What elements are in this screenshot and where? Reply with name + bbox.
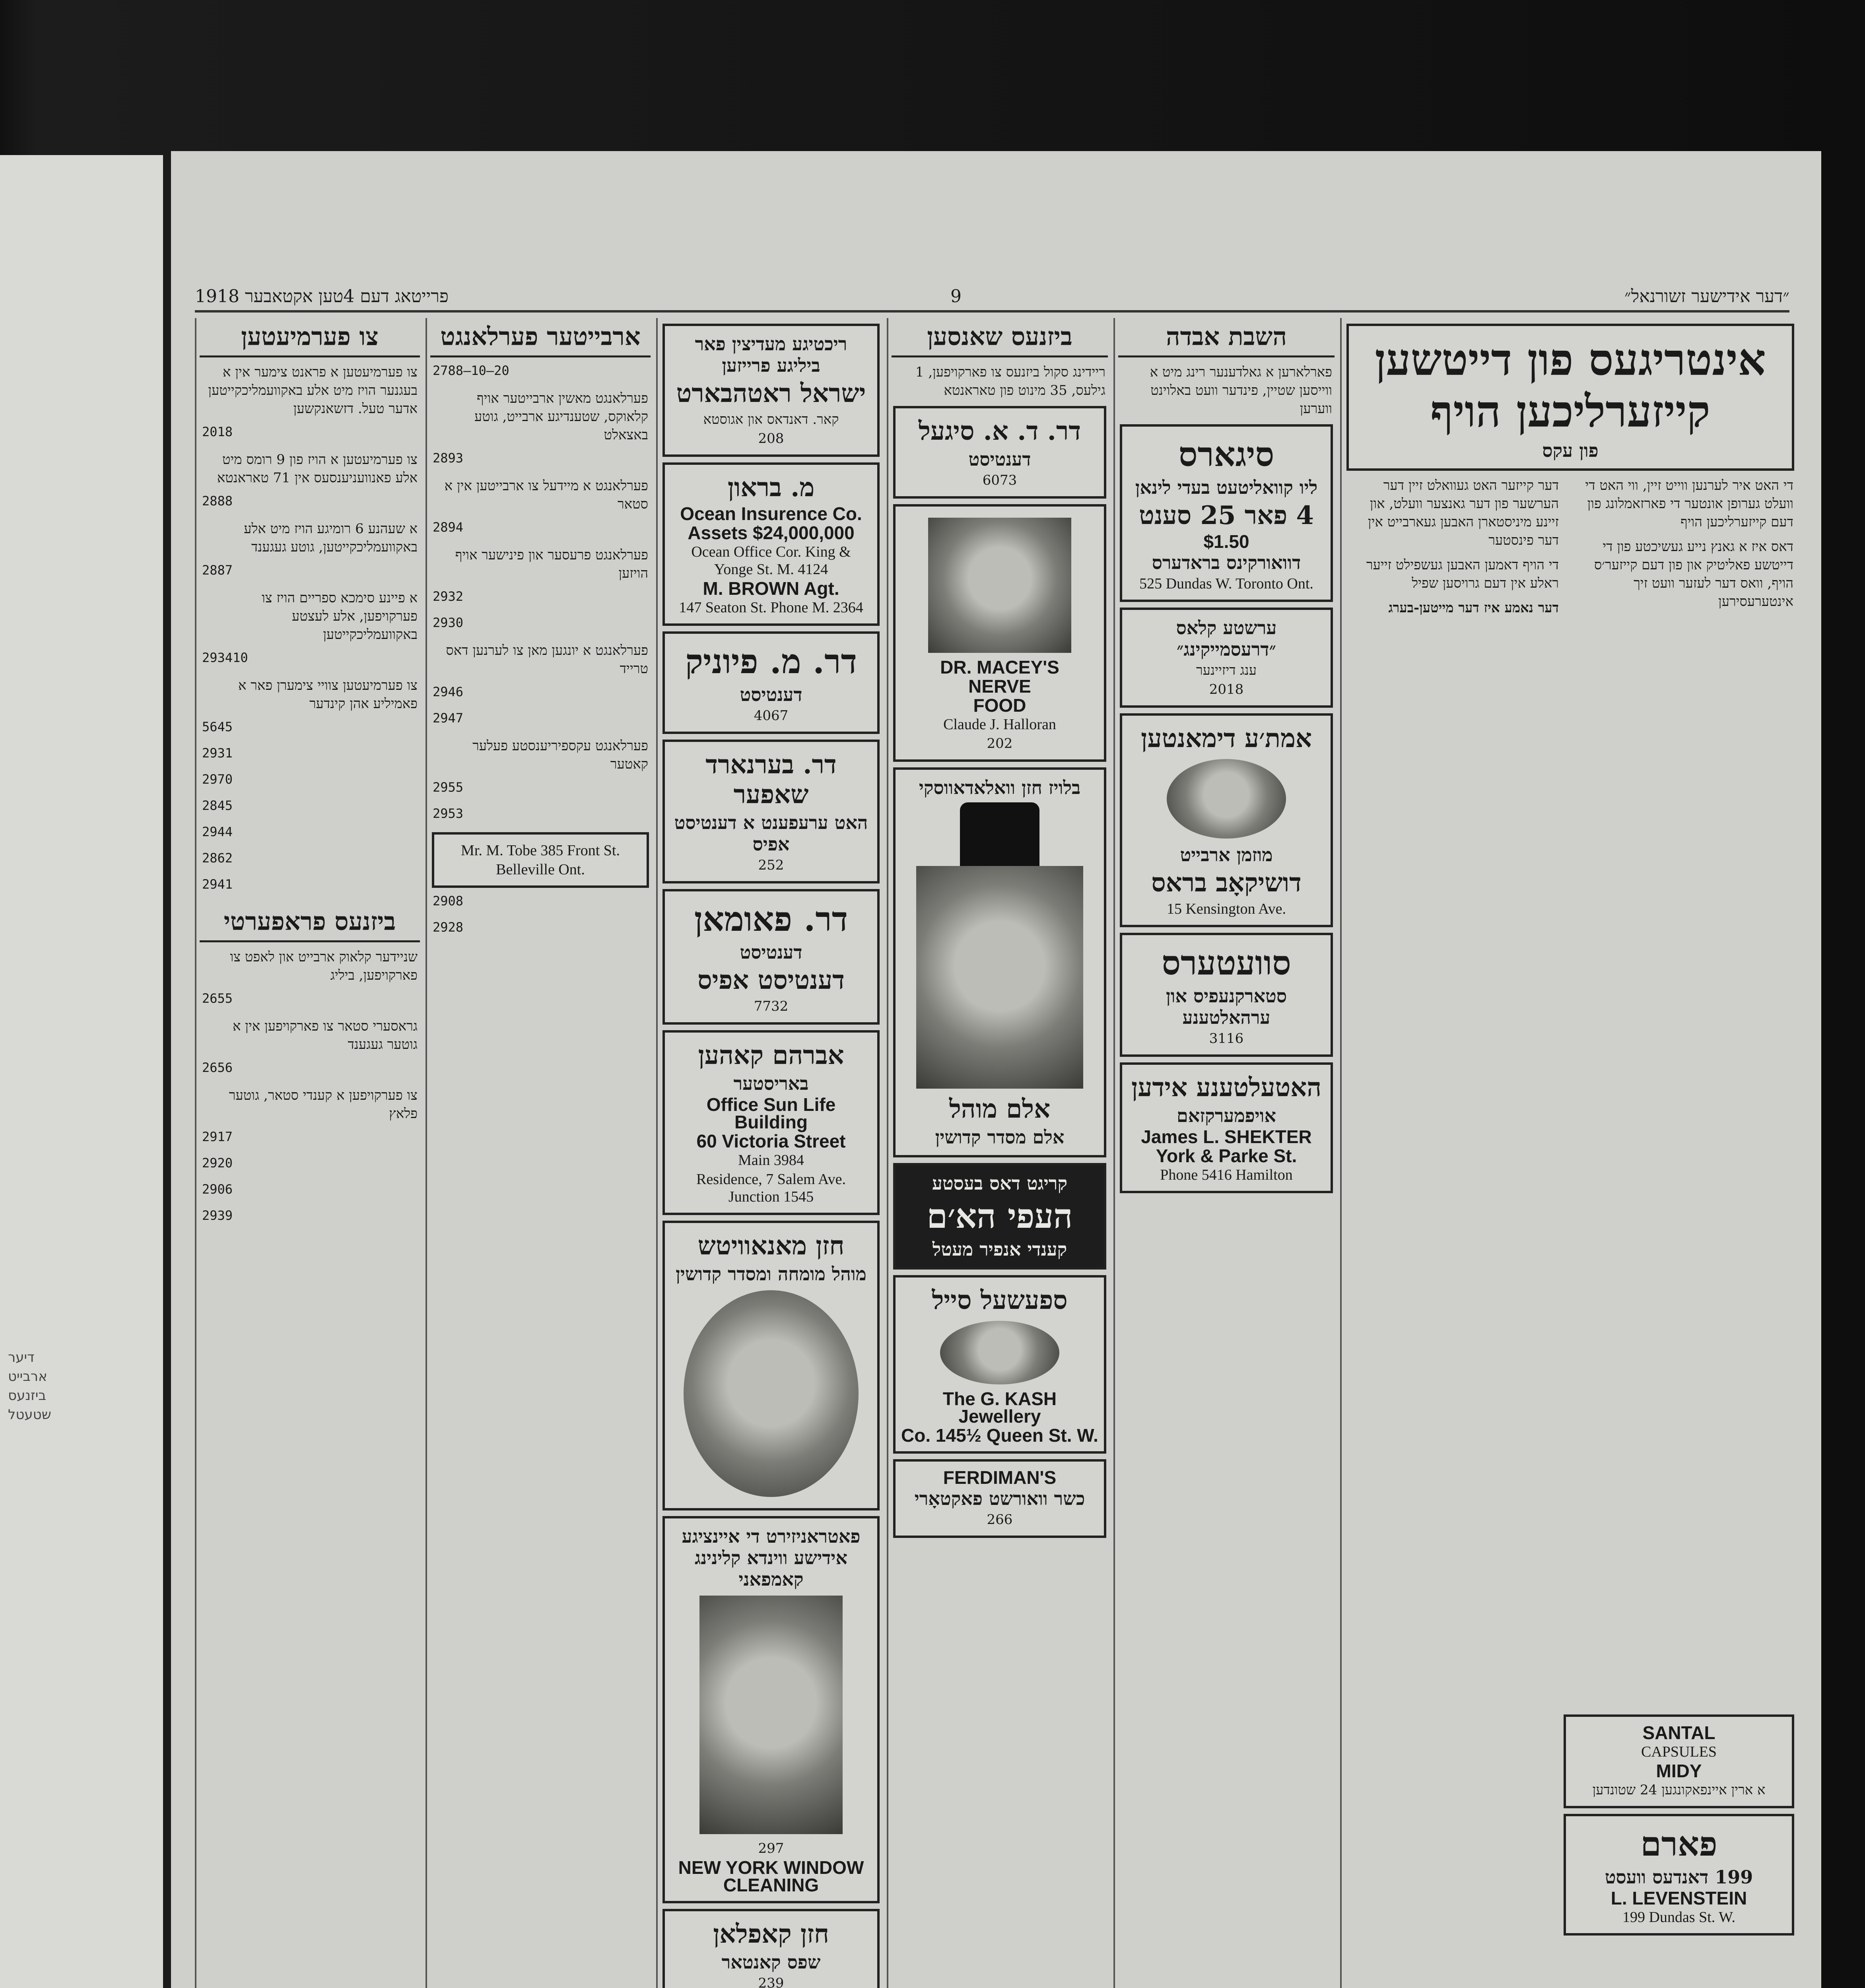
story-paragraph: די הויף דאמען האבען געשפילט זייער ראלע אין דעם גרויסען שפיל bbox=[1366, 557, 1559, 591]
ad-number: 2656 bbox=[202, 1060, 233, 1075]
ad-number: 2946 bbox=[433, 684, 464, 699]
strongman-illustration bbox=[928, 518, 1071, 653]
ad-office: Office Sun Life Building bbox=[706, 1094, 836, 1132]
ad-nerve-food bbox=[893, 504, 1106, 762]
ad-sub: מוזמן ארבייט bbox=[1180, 844, 1273, 866]
ad-title: בלויז חזן וואלאדאווסקי bbox=[919, 777, 1081, 798]
ad-santal bbox=[1564, 1714, 1794, 1808]
store-name: The G. KASH Jewellery bbox=[942, 1388, 1057, 1427]
ad-phone: 6073 bbox=[982, 472, 1017, 488]
ad-dentist-segal bbox=[893, 406, 1106, 499]
classified-ad: פערלאנגט עקספיריענסטע פעלער קאטער bbox=[472, 738, 648, 772]
story-paragraph: דער קייזער האט געוואלט זיין דער הערשער פון דער גאנצער וועלט, און זיינע מיניסטארן האבען געארבייט אין דער פינסטער bbox=[1368, 478, 1559, 548]
ad-sub: דענטיסט bbox=[740, 684, 802, 705]
ad-number: 2917 bbox=[202, 1129, 233, 1144]
section-title: השבת אבדה bbox=[1118, 318, 1335, 357]
ad-text: אלם מסדר קדושין bbox=[935, 1126, 1065, 1148]
feature-author: פון עקס bbox=[1542, 440, 1599, 461]
ring-illustration bbox=[940, 1321, 1059, 1384]
scrap-text: ביזנעס bbox=[8, 1388, 46, 1404]
ad-hamilton bbox=[1120, 1062, 1333, 1193]
ad-sub: מוהל מומחה ומסדר קדושין bbox=[676, 1263, 866, 1285]
classified-ad: צו פערמיעטען א פראנט צימער אין א בעגנער הויז מיט אלע באקוועמליכקייטען אדער טעל. דזשאנקשען bbox=[208, 364, 418, 417]
ad-assets: Assets $24,000,000 bbox=[688, 522, 855, 543]
ad-address: York & Parke St. bbox=[1156, 1145, 1297, 1166]
ad-number: 2947 bbox=[433, 711, 464, 726]
ad-text: א ארין איינפאקונגען 24 שטונדען bbox=[1592, 1782, 1766, 1798]
ad-number: 2939 bbox=[202, 1208, 233, 1223]
address-box bbox=[432, 832, 649, 888]
section-title: ארבייטער פערלאנגט bbox=[430, 318, 651, 357]
classified-ad: פערלאנגט פרעסער און פינישער אויף הויזען bbox=[455, 547, 648, 581]
ad-phone: 297 bbox=[758, 1840, 784, 1856]
ad-title: מ. בראון bbox=[727, 473, 815, 503]
ad-number: 2862 bbox=[202, 850, 233, 866]
ad-title: האטעלטענע אידען bbox=[1131, 1073, 1322, 1103]
portrait-image bbox=[916, 866, 1083, 1089]
ad-title: סיגארס bbox=[1178, 435, 1274, 474]
ad-address: 525 Dundas W. Toronto Ont. bbox=[1139, 575, 1313, 592]
ad-sub: ליו קוואליטעט בעדי לינאן bbox=[1135, 477, 1318, 498]
business-chance: ריידינג סקול ביזנעס צו פארקויפען, 1 גילעס, 35 מינוט פון טאראנטא bbox=[915, 364, 1105, 398]
ad-address-en: 199 Dundas St. W. bbox=[1622, 1909, 1735, 1926]
ad-number: 2953 bbox=[433, 806, 464, 821]
ad-number: 2655 bbox=[202, 991, 233, 1006]
ad-number: 2906 bbox=[202, 1182, 233, 1197]
page-date: פרייטאג דעם 4טען אקטאבער 1918 bbox=[195, 286, 449, 307]
ad-diamonds bbox=[1120, 713, 1333, 927]
ad-title: אמת׳ע דימאנטען bbox=[1141, 724, 1312, 753]
ad-cantor bbox=[662, 1221, 880, 1510]
ad-dentist bbox=[662, 631, 880, 734]
seller-name: Claude J. Halloran bbox=[943, 716, 1056, 733]
ad-ferdimans bbox=[893, 1459, 1106, 1538]
ad-phone: 2018 bbox=[1209, 681, 1244, 697]
ad-number: 293410 bbox=[202, 650, 248, 665]
classified-ad: צו פערקויפען א קענדי סטאר, גוטער פלאץ bbox=[229, 1087, 418, 1122]
ad-phone: 147 Seaton St. Phone M. 2364 bbox=[679, 599, 863, 616]
newspaper-page bbox=[171, 151, 1821, 1988]
ad-title: אברהם קאהען bbox=[698, 1041, 844, 1070]
ad-title: פארם bbox=[1640, 1824, 1717, 1864]
ad-address: 199 דאנדעס וועסט bbox=[1605, 1866, 1753, 1888]
ad-phone: 208 bbox=[758, 431, 784, 447]
scrap-text: ארבייט bbox=[8, 1369, 47, 1384]
ad-title: ריכטיגע מעדיצין פאר ביליגע פרייזען bbox=[695, 333, 847, 376]
scrap-text: שטעטל bbox=[8, 1407, 51, 1423]
column-business-ads bbox=[887, 318, 1111, 1988]
classified-ad: פערלאנגט א יונגען מאן צו לערנען דאס טרייד bbox=[446, 643, 648, 677]
ad-number: 2908 bbox=[433, 893, 464, 909]
ad-number: 5645 bbox=[202, 719, 233, 734]
ad-phone: Main 3984 bbox=[738, 1152, 804, 1169]
ad-phone: 7732 bbox=[754, 998, 789, 1014]
ad-phone: 252 bbox=[758, 857, 784, 873]
page-header bbox=[195, 282, 1789, 313]
ad-box-price: $1.50 bbox=[1203, 531, 1249, 552]
brand-name: FERDIMAN'S bbox=[943, 1467, 1057, 1488]
ad-company-en: NEW YORK WINDOW CLEANING bbox=[678, 1857, 864, 1895]
feature-title: אינטריגעס פון דייטשען קייזערליכען הויף bbox=[1375, 334, 1766, 437]
ad-title: דר. ד. א. סיגעל bbox=[918, 416, 1081, 446]
column-retail-ads bbox=[1113, 318, 1338, 1988]
brand-name: SANTAL bbox=[1642, 1722, 1715, 1743]
ad-cigars bbox=[1120, 424, 1333, 602]
ad-address: 15 Kensington Ave. bbox=[1166, 901, 1286, 917]
ad-pharmacy bbox=[662, 324, 880, 457]
ad-seller: דושיקאָב בראס bbox=[1151, 868, 1302, 898]
ad-number: 2970 bbox=[202, 772, 233, 787]
classified-ad: פערלאנגט מאשין ארבייטער אויף קלאוקס, שטענדיגע ארבייט, גוטע באצאלט bbox=[474, 390, 648, 443]
ad-number: 2888 bbox=[202, 493, 233, 509]
ad-number: 2932 bbox=[433, 589, 464, 604]
ad-happy-home bbox=[893, 1163, 1106, 1270]
ad-phone: 239 bbox=[758, 1975, 784, 1988]
page-number: 9 bbox=[950, 286, 962, 307]
ad-street: 60 Victoria Street bbox=[696, 1131, 846, 1151]
address-line: Belleville Ont. bbox=[496, 861, 585, 878]
ad-sweaters bbox=[1120, 933, 1333, 1057]
section-title: ביזנעס פראפערטי bbox=[200, 903, 420, 942]
section-title: ביזנעס שאנסען bbox=[892, 318, 1108, 357]
column-professional-ads bbox=[656, 318, 884, 1988]
ad-number: 2788—10—20 bbox=[433, 363, 509, 378]
classified-ad: פערלאנגט א מיידעל צו ארבייטען אין א סטאר bbox=[444, 478, 648, 512]
ad-title: סוועטערס bbox=[1162, 943, 1291, 982]
story-paragraph: די האט איר לערנען ווייט זיין, ווי האט די וועלט גערופן אונטער די פארזאמלונג פון דעם קייזערליכען הויף bbox=[1585, 478, 1793, 530]
ad-phone: Phone 5416 Hamilton bbox=[1160, 1167, 1293, 1183]
ad-sub: סטארקנעפיס און ערהאלטענע bbox=[1166, 985, 1287, 1028]
adjacent-page bbox=[0, 155, 163, 1988]
ad-title: דר. פאומאן bbox=[694, 899, 848, 939]
address-line: Mr. M. Tobe 385 Front St. bbox=[461, 842, 620, 859]
ad-sub: באריסטער bbox=[733, 1073, 809, 1094]
store-address: Co. 145½ Queen St. W. bbox=[901, 1425, 1098, 1446]
ad-jewellery bbox=[893, 1275, 1106, 1454]
ad-address: קאר. דאנדאס און אגוסטא bbox=[703, 412, 839, 427]
ad-dressmaking bbox=[1120, 608, 1333, 708]
ad-name-en: L. LEVENSTEIN bbox=[1611, 1888, 1747, 1908]
ad-number: 2920 bbox=[202, 1155, 233, 1171]
column-classifieds-rent bbox=[195, 318, 423, 1988]
ad-number: 2887 bbox=[202, 563, 233, 578]
ad-office: Ocean Office Cor. King & Yonge St. M. 4124 bbox=[691, 544, 851, 578]
ad-title: ערשטע קלאס ״דרעסמייקינג״ bbox=[1176, 617, 1277, 660]
product-name: DR. MACEY'S bbox=[940, 657, 1059, 678]
ad-residence: Residence, 7 Salem Ave. Junction 1545 bbox=[696, 1171, 846, 1205]
brand-sub: CAPSULES bbox=[1641, 1743, 1717, 1760]
ad-title: דר. מ. פיוניק bbox=[685, 642, 857, 681]
ad-sub: ענג דיזיינער bbox=[1196, 662, 1257, 678]
ad-title: חזן קאפלאן bbox=[713, 1919, 829, 1949]
ad-name-en: James L. SHEKTER bbox=[1141, 1126, 1312, 1147]
portrait-image bbox=[684, 1290, 859, 1497]
feature-headline-box bbox=[1346, 324, 1794, 471]
ad-phone: 4067 bbox=[754, 708, 789, 724]
ad-number: 2928 bbox=[433, 920, 464, 935]
ad-barrister bbox=[662, 1030, 880, 1215]
brand-maker: MIDY bbox=[1656, 1761, 1702, 1781]
window-cleaner-illustration bbox=[699, 1596, 843, 1834]
top-hat-illustration bbox=[960, 802, 1039, 866]
story-paragraph: דאס איז א גאנץ נייע געשיכטע פון די דייטשע פאליטיק און פון דעם קייזער׳ס הויף, וואס דער לעזער וועט זיך אינטערעסירען bbox=[1594, 539, 1793, 610]
product-name: FOOD bbox=[973, 695, 1026, 716]
ad-title: חזן מאנאוויטש bbox=[697, 1231, 845, 1261]
ad-number: 2894 bbox=[433, 520, 464, 535]
ad-number: 2930 bbox=[433, 615, 464, 630]
section-title: צו פערמיעטען bbox=[200, 318, 420, 357]
ad-number: 2941 bbox=[202, 877, 233, 892]
ad-farm bbox=[1564, 1814, 1794, 1936]
ad-number: 2018 bbox=[202, 424, 233, 439]
masthead: ״דער אידישער זשורנאל״ bbox=[1624, 286, 1789, 307]
ad-title: פאטראניזירט די איינציגע אידישע ווינדא קלינינג קאמפאני bbox=[682, 1526, 861, 1590]
ad-price: 4 פאר 25 סענט bbox=[1139, 501, 1314, 530]
classified-ad: צו פערמיעטען א הויז פון 9 רומס מיט אלע פאנוועניענסעס אין 71 טאראנטא bbox=[217, 452, 418, 486]
scrap-text: דיער bbox=[8, 1349, 35, 1365]
diamond-ring-illustration bbox=[1167, 759, 1286, 839]
ad-window-cleaning bbox=[662, 1516, 880, 1903]
ad-phone: 202 bbox=[987, 736, 1013, 751]
ad-big: העפי הא׳ם bbox=[927, 1196, 1073, 1236]
classified-ad: א פיינע סימכא ספריים הויז צו פערקויפען, אלע לעצטע באקוועמליכקייטען bbox=[262, 590, 418, 643]
classified-ad: א שעהנע 6 רומיגע הויז מיט אלע באקוועמליכקייטען, גוטע געגענד bbox=[244, 521, 418, 555]
ad-phone: 266 bbox=[987, 1512, 1013, 1528]
ad-dentist bbox=[662, 740, 880, 883]
ad-sub: דענטיסט bbox=[968, 448, 1031, 470]
ad-number: 2845 bbox=[202, 798, 233, 813]
ad-sub: דענטיסט bbox=[740, 942, 802, 963]
ad-phone: 3116 bbox=[1209, 1031, 1244, 1046]
classified-ad: שניידער קלאוק ארבייט און לאפט צו פארקויפען, ביליג bbox=[230, 949, 418, 983]
ad-mohel bbox=[893, 767, 1106, 1157]
ad-seller: דוואורקינס בראדערס bbox=[1152, 552, 1301, 573]
column-feature-story bbox=[1340, 318, 1799, 1988]
ad-title: קריגט דאס בעסטע bbox=[932, 1173, 1068, 1194]
ad-number: 2955 bbox=[433, 780, 464, 795]
ad-title: ספעשעל סייל bbox=[932, 1285, 1068, 1315]
ad-name: ישראל ראטהבארט bbox=[676, 379, 866, 408]
ad-number: 2931 bbox=[202, 746, 233, 761]
lost-notice: פארלארען א גאלדענער רינג מיט א ווייסען שטיין, פינדער וועט באלוינט ווערען bbox=[1150, 364, 1332, 417]
ad-cantor-kaplan bbox=[662, 1909, 880, 1988]
ad-sub: האט ערעפענט א דענטיסט אפיס bbox=[674, 812, 868, 855]
column-help-wanted bbox=[425, 318, 654, 1988]
feature-body bbox=[1342, 476, 1799, 1709]
product-name: NERVE bbox=[968, 676, 1031, 697]
ad-agent: M. BROWN Agt. bbox=[703, 578, 839, 599]
ad-sub: כשר וואורשט פאקטאָרי bbox=[914, 1488, 1085, 1509]
ad-sub: קענדי אנפיר מעטל bbox=[932, 1239, 1067, 1260]
ad-number: 2893 bbox=[433, 450, 464, 466]
classified-ad: גראסערי סטאר צו פארקויפען אין א גוטער געגענד bbox=[233, 1018, 418, 1052]
ad-dentist bbox=[662, 889, 880, 1025]
story-subheading: דער נאמע איז דער מייטען-בערג bbox=[1388, 600, 1559, 616]
ad-company: Ocean Insurence Co. bbox=[680, 503, 862, 524]
ad-big: דענטיסט אפיס bbox=[697, 965, 845, 995]
ad-title: דר. בערנארד שאפער bbox=[705, 750, 837, 810]
classified-ad: צו פערמיעטען צוויי צימערן פאר א פאמיליע אהן קינדער bbox=[238, 678, 418, 712]
ad-insurance bbox=[662, 462, 880, 626]
ad-sub: אויפמערקזאם bbox=[1177, 1105, 1276, 1126]
ad-number: 2944 bbox=[202, 824, 233, 839]
adjacent-page-scraps bbox=[8, 1348, 151, 1424]
ad-sub: שפס קאנטאר bbox=[721, 1951, 821, 1973]
ad-sub: אלם מוהל bbox=[949, 1094, 1051, 1124]
